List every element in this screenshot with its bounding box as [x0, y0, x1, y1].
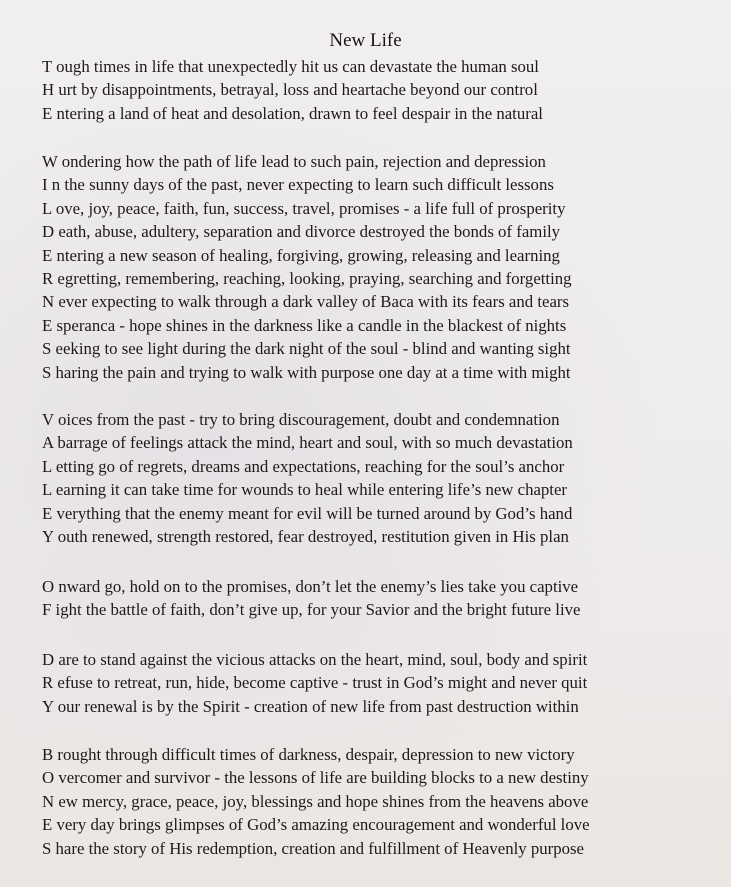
poem-line: L ove, joy, peace, faith, fun, success, travel, promises - a life full of prosperity — [42, 198, 566, 218]
poem-line: N ever expecting to walk through a dark valley of Baca with its fears and tears — [42, 292, 570, 312]
poem-line: W ondering how the path of life lead to such pain, rejection and depression — [42, 152, 546, 171]
stanza-3 — [42, 408, 573, 548]
poem-line: N ew mercy, grace, peace, joy, blessings and hope shines from the heavens above — [42, 791, 589, 811]
poem-line: F ight the battle of faith, don’t give up, for your Savior and the bright future live — [42, 600, 581, 620]
poem-line: A barrage of feelings attack the mind, heart and soul, with so much devastation — [42, 433, 573, 453]
poem-line: D are to stand against the vicious attacks on the heart, mind, soul, body and spirit — [42, 650, 588, 669]
poem-line: O nward go, hold on to the promises, don’t let the enemy’s lies take you captive — [42, 577, 579, 596]
poem-line: R efuse to retreat, run, hide, become captive - trust in God’s might and never quit — [42, 673, 588, 693]
poem-line: L earning it can take time for wounds to heal while entering life’s new chapter — [42, 480, 568, 500]
poem-line: I n the sunny days of the past, never expecting to learn such difficult lessons — [42, 175, 554, 195]
poem-line: Y outh renewed, strength restored, fear destroyed, restitution given in His plan — [42, 527, 569, 547]
poem-line: L etting go of regrets, dreams and expectations, reaching for the soul’s anchor — [42, 456, 565, 476]
poem-line: E speranca - hope shines in the darkness like a candle in the blackest of nights — [42, 315, 567, 335]
stanza-1 — [42, 55, 543, 125]
poem-line: E ntering a new season of healing, forgiving, growing, releasing and learning — [42, 245, 560, 265]
poem-title: New Life — [329, 30, 402, 51]
stanza-4 — [42, 575, 580, 622]
stanza-5 — [42, 648, 587, 718]
poem-line: S haring the pain and trying to walk with purpose one day at a time with might — [42, 362, 571, 382]
poem-line: E verything that the enemy meant for evil will be turned around by God’s hand — [42, 503, 573, 523]
poem-line: V oices from the past - try to bring discouragement, doubt and condemnation — [42, 410, 560, 429]
poem-line: B rought through difficult times of darkness, despair, depression to new victory — [42, 745, 575, 764]
poem-line: D eath, abuse, adultery, separation and divorce destroyed the bonds of family — [42, 222, 561, 242]
stanza-2 — [42, 150, 572, 384]
poem-line: T ough times in life that unexpectedly hit us can devastate the human soul — [42, 57, 539, 76]
poem-line: R egretting, remembering, reaching, looking, praying, searching and forgetting — [42, 269, 572, 289]
poem-line: S hare the story of His redemption, creation and fulfillment of Heavenly purpose — [42, 838, 584, 858]
stanza-6 — [42, 743, 590, 860]
poem-line: H urt by disappointments, betrayal, loss and heartache beyond our control — [42, 80, 538, 100]
poem-line: Y our renewal is by the Spirit - creation of new life from past destruction within — [42, 696, 579, 716]
poem-line: S eeking to see light during the dark night of the soul - blind and wanting sight — [42, 339, 571, 359]
poem-line: E very day brings glimpses of God’s amazing encouragement and wonderful love — [42, 815, 590, 835]
poem-line: E ntering a land of heat and desolation, drawn to feel despair in the natural — [42, 103, 543, 123]
poem-line: O vercomer and survivor - the lessons of life are building blocks to a new destiny — [42, 768, 589, 788]
